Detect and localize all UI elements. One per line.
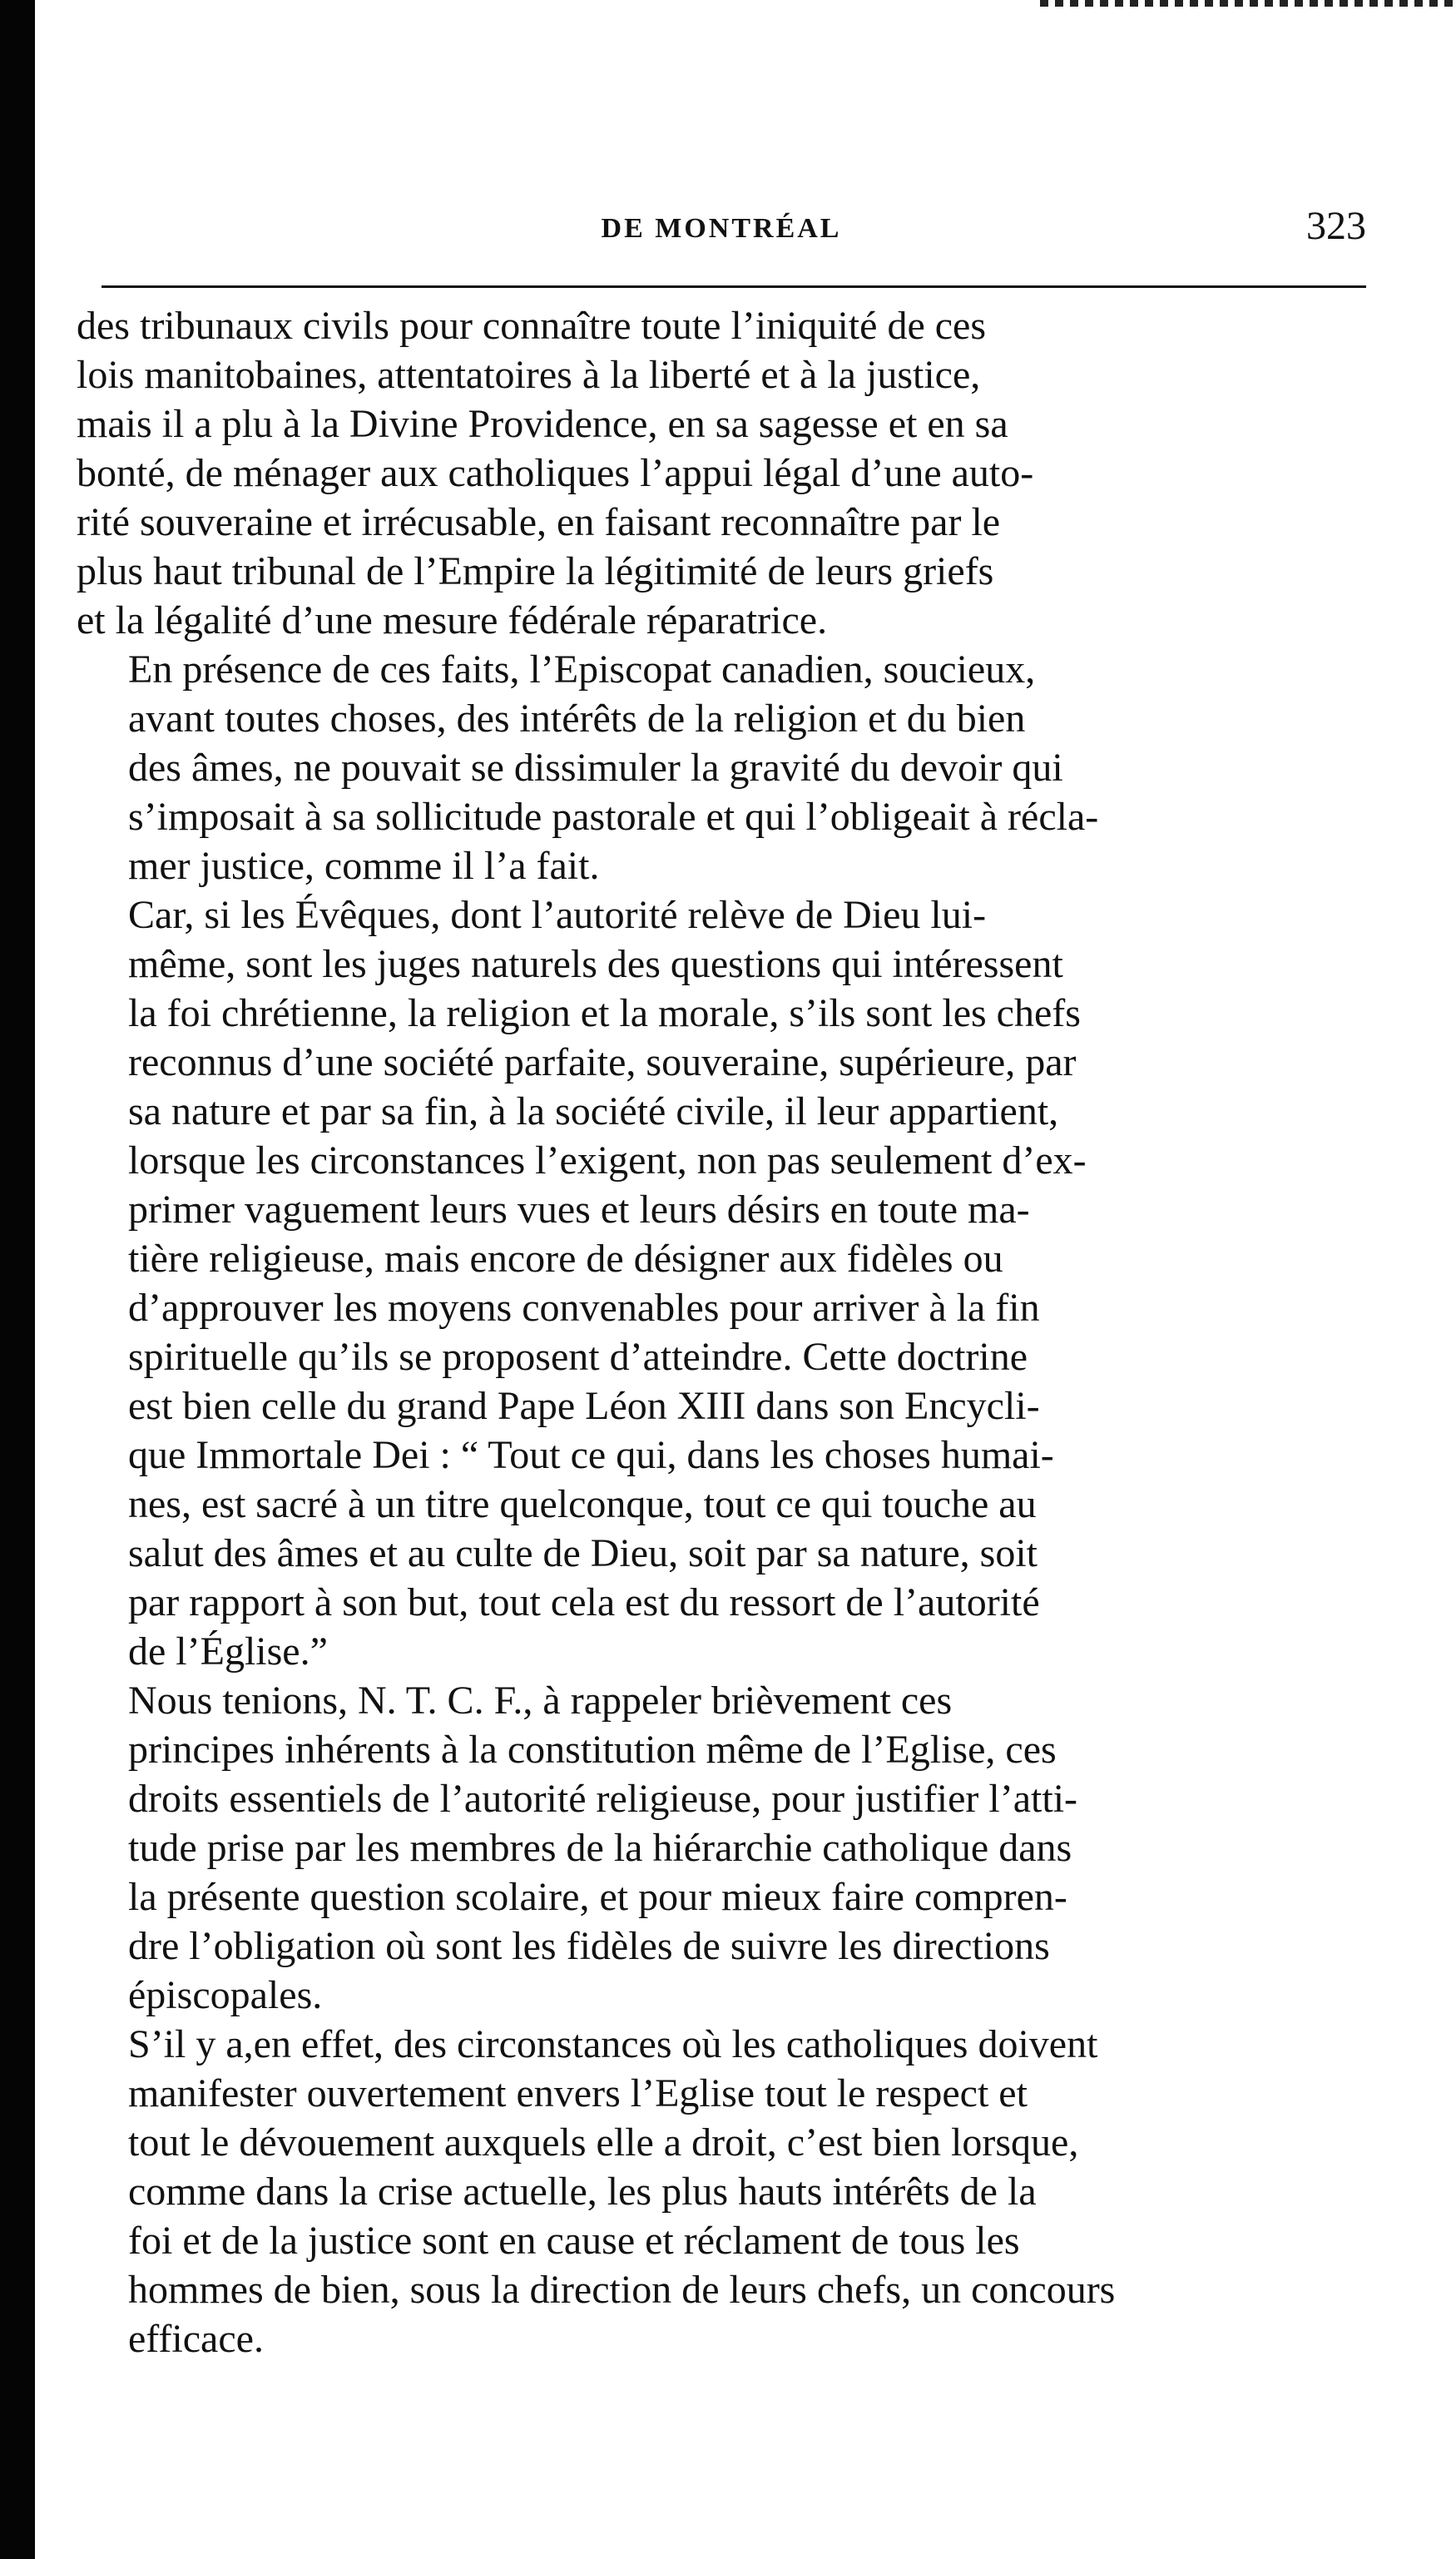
- book-page: [77, 0, 1366, 2559]
- paragraph-3: [77, 890, 1366, 1676]
- body-text: [77, 301, 1366, 2363]
- header-rule: [102, 285, 1366, 288]
- text-line: plus haut tribunal de l’Empire la légitimité de leurs griefs: [77, 549, 994, 593]
- text-line: bonté, de ménager aux catholiques l’appui légal d’une auto-: [77, 451, 1034, 495]
- text-line: même, sont les juges naturels des questions qui intéressent: [128, 942, 1063, 986]
- text-line: mer justice, comme il l’a fait.: [128, 844, 600, 888]
- text-line: rité souveraine et irrécusable, en faisant reconnaître par le: [77, 500, 1001, 544]
- text-line: spirituelle qu’ils se proposent d’atteindre. Cette doctrine: [128, 1335, 1028, 1379]
- paragraph-1: [77, 301, 1366, 645]
- text-line: et la légalité d’une mesure fédérale réparatrice.: [77, 598, 828, 642]
- text-line: manifester ouvertement envers l’Eglise tout le respect et: [128, 2071, 1028, 2115]
- text-line: dre l’obligation où sont les fidèles de suivre les directions: [128, 1924, 1050, 1968]
- text-line: lois manitobaines, attentatoires à la liberté et à la justice,: [77, 353, 981, 397]
- paragraph-5: [77, 2020, 1366, 2363]
- text-line: hommes de bien, sous la direction de leurs chefs, un concours: [128, 2268, 1116, 2312]
- page-number: 323: [1306, 204, 1366, 248]
- text-line: s’imposait à sa sollicitude pastorale et qui l’obligeait à récla-: [128, 795, 1099, 839]
- text-line: par rapport à son but, tout cela est du ressort de l’autorité: [128, 1580, 1040, 1624]
- text-line: tude prise par les membres de la hiérarchie catholique dans: [128, 1826, 1072, 1870]
- text-line: que Immortale Dei : “ Tout ce qui, dans les choses humai-: [128, 1433, 1054, 1477]
- text-line: lorsque les circonstances l’exigent, non pas seulement d’ex-: [128, 1138, 1087, 1183]
- text-line: d’approuver les moyens convenables pour arriver à la fin: [128, 1286, 1040, 1330]
- text-line: Car, si les Évêques, dont l’autorité relève de Dieu lui-: [128, 893, 987, 937]
- text-line: tière religieuse, mais encore de désigner aux fidèles ou: [128, 1237, 1003, 1281]
- page-edge-shadow: [0, 0, 35, 2559]
- text-line: avant toutes choses, des intérêts de la religion et du bien: [128, 697, 1026, 741]
- text-line: principes inhérents à la constitution même de l’Eglise, ces: [128, 1728, 1057, 1772]
- paragraph-4: [77, 1676, 1366, 2020]
- text-line: épiscopales.: [128, 1973, 323, 2017]
- text-line: tout le dévouement auxquels elle a droit, c’est bien lorsque,: [128, 2120, 1079, 2165]
- text-line: sa nature et par sa fin, à la société civile, il leur appartient,: [128, 1089, 1059, 1133]
- text-line: Nous tenions, N. T. C. F., à rappeler brièvement ces: [128, 1679, 953, 1723]
- text-line: la présente question scolaire, et pour mieux faire compren-: [128, 1875, 1067, 1919]
- text-line: salut des âmes et au culte de Dieu, soit par sa nature, soit: [128, 1531, 1038, 1575]
- running-head: [77, 200, 1366, 266]
- running-title: DE MONTRÉAL: [601, 213, 842, 244]
- text-line: de l’Église.”: [128, 1629, 328, 1674]
- text-line: nes, est sacré à un titre quelconque, tout ce qui touche au: [128, 1482, 1037, 1526]
- paragraph-2: [77, 645, 1366, 890]
- text-line: foi et de la justice sont en cause et réclament de tous les: [128, 2219, 1020, 2263]
- text-line: est bien celle du grand Pape Léon XIII dans son Encycli-: [128, 1384, 1040, 1428]
- text-line: S’il y a,en effet, des circonstances où les catholiques doivent: [128, 2022, 1098, 2066]
- text-line: reconnus d’une société parfaite, souveraine, supérieure, par: [128, 1040, 1077, 1084]
- text-line: droits essentiels de l’autorité religieuse, pour justifier l’atti-: [128, 1777, 1078, 1821]
- text-line: comme dans la crise actuelle, les plus hauts intérêts de la: [128, 2170, 1037, 2214]
- text-line: mais il a plu à la Divine Providence, en sa sagesse et en sa: [77, 402, 1008, 446]
- text-line: des âmes, ne pouvait se dissimuler la gravité du devoir qui: [128, 746, 1063, 790]
- text-line: des tribunaux civils pour connaître toute l’iniquité de ces: [77, 304, 987, 348]
- text-line: primer vaguement leurs vues et leurs désirs en toute ma-: [128, 1188, 1030, 1232]
- text-line: En présence de ces faits, l’Episcopat canadien, soucieux,: [128, 647, 1036, 692]
- text-line: la foi chrétienne, la religion et la morale, s’ils sont les chefs: [128, 991, 1081, 1035]
- text-line: efficace.: [128, 2317, 264, 2361]
